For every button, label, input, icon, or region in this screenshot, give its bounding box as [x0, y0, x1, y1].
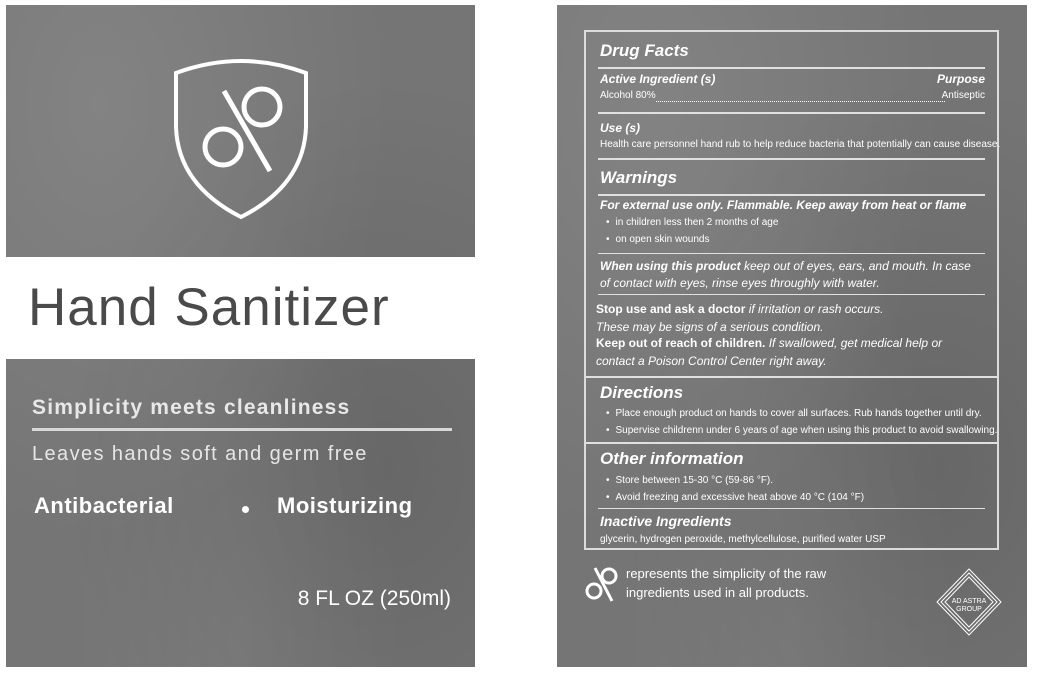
warnings-heading: Warnings: [600, 168, 678, 187]
divider: [598, 112, 985, 114]
other-info-item: • Avoid freezing and excessive heat above 40 °C (104 °F): [606, 492, 864, 503]
brand-logo: [935, 567, 1003, 641]
percent-shield-icon: [166, 55, 316, 225]
back-label-panel: [557, 5, 1027, 667]
leader-dots: [656, 101, 945, 102]
divider: [598, 158, 985, 160]
when-using-text-2: of contact with eyes, rinse eyes throughly with water.: [600, 276, 880, 290]
drug-facts-box: [584, 30, 999, 550]
keep-out-text-2: contact a Poison Control Center right away.: [596, 354, 827, 368]
keep-out-text: If swallowed, get medical help or: [765, 336, 943, 350]
when-using-text: keep out of eyes, ears, and mouth. In case: [740, 259, 971, 273]
feature-moisturizing: Moisturizing: [277, 493, 413, 518]
footnote-line-1: represents the simplicity of the raw: [626, 566, 827, 581]
subtagline: Leaves hands soft and germ free: [32, 443, 368, 465]
net-volume: 8 FL OZ (250ml): [297, 587, 451, 610]
inactive-text: glycerin, hydrogen peroxide, methylcellulose, purified water USP: [600, 534, 886, 545]
stop-use: [596, 302, 883, 316]
tagline: Simplicity meets cleanliness: [32, 396, 351, 419]
keep-out: [596, 336, 942, 350]
active-ingredient-heading: Active Ingredient (s): [600, 72, 716, 86]
uses-text: Health care personnel hand rub to help reduce bacteria that potentially can cause disease.: [600, 139, 1001, 150]
title-band: [6, 257, 475, 359]
front-label-panel: [6, 5, 475, 667]
feature-antibacterial: Antibacterial: [34, 493, 174, 518]
brand-line-1: AD ASTRA: [951, 598, 987, 605]
stop-use-label: Stop use and ask a doctor: [596, 302, 746, 316]
warning-flammable: For external use only. Flammable. Keep away from heat or flame: [600, 198, 967, 212]
stop-use-text: if irritation or rash occurs.: [745, 302, 884, 316]
when-using: [600, 259, 971, 273]
uses-heading: Use (s): [600, 121, 641, 135]
divider: [598, 194, 985, 196]
product-title: Hand Sanitizer: [28, 278, 390, 337]
stop-use-text-2: These may be signs of a serious condition.: [596, 320, 824, 334]
tagline-divider: [32, 428, 452, 431]
drug-facts-title: Drug Facts: [600, 41, 689, 60]
purpose-value: Antiseptic: [941, 90, 985, 101]
warning-item: • on open skin wounds: [606, 234, 709, 245]
keep-out-label: Keep out of reach of children.: [596, 336, 766, 350]
percent-icon: [585, 565, 619, 605]
other-info-item: • Store between 15-30 °C (59-86 °F).: [606, 475, 773, 486]
divider: [598, 508, 985, 509]
bullet-dot-icon: [242, 506, 249, 513]
footnote-line-2: ingredients used in all products.: [626, 585, 809, 600]
when-using-label: When using this product: [600, 259, 741, 273]
other-info-heading: Other information: [600, 449, 744, 468]
warning-item: • in children less then 2 months of age: [606, 217, 778, 228]
directions-heading: Directions: [600, 383, 684, 402]
divider: [598, 253, 985, 254]
divider: [598, 294, 985, 295]
brand-line-2: GROUP: [956, 606, 982, 613]
direction-item: • Supervise childrenn under 6 years of age when using this product to avoid swallowing.: [606, 425, 997, 436]
divider: [586, 442, 997, 444]
direction-item: • Place enough product on hands to cover all surfaces. Rub hands together until dry.: [606, 408, 982, 419]
divider: [598, 67, 985, 69]
inactive-heading: Inactive Ingredients: [600, 513, 732, 529]
purpose-heading: Purpose: [936, 72, 985, 86]
divider: [586, 376, 997, 378]
active-ingredient: Alcohol 80%: [600, 90, 656, 101]
